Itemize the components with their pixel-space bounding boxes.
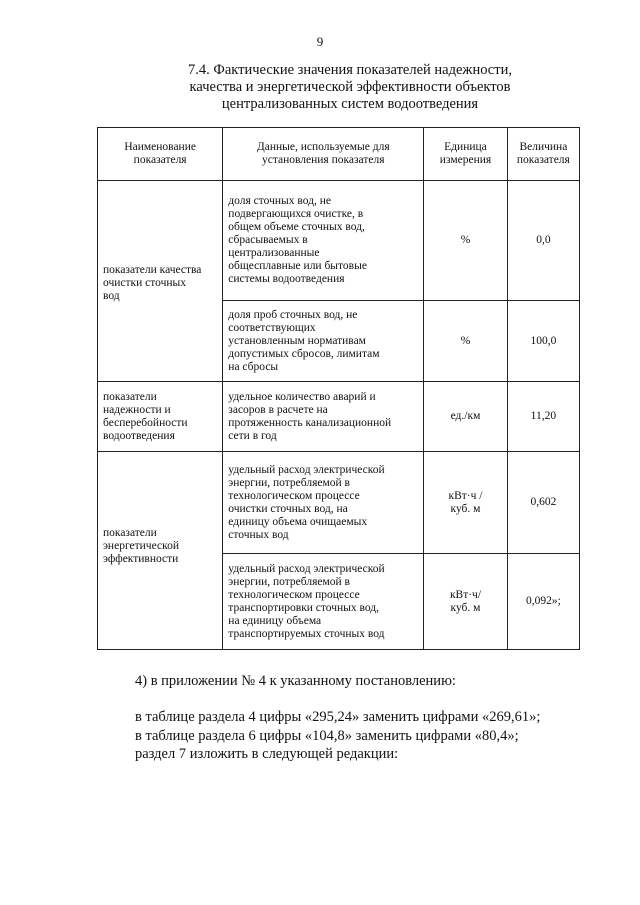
value-cell: 0,602 <box>507 452 579 554</box>
value-cell: 0,0 <box>507 181 579 301</box>
unit-cell: % <box>424 301 508 382</box>
paragraph-line-2: в таблице раздела 6 цифры «104,8» заменить цифрами «80,4»; <box>135 728 519 744</box>
header-value: Величина показателя <box>507 128 579 181</box>
title-line: 7.4. Фактические значения показателей надежности, <box>188 62 512 78</box>
paragraph-item4: 4) в приложении № 4 к указанному постановлению: <box>135 673 456 689</box>
paragraph-line-3: раздел 7 изложить в следующей редакции: <box>135 746 399 762</box>
value-cell: 11,20 <box>507 382 579 452</box>
table-header-row <box>98 128 580 181</box>
table-row <box>98 382 580 452</box>
value-cell: 100,0 <box>507 301 579 382</box>
unit-cell: кВт·ч / куб. м <box>424 452 508 554</box>
paragraph-line-1: в таблице раздела 4 цифры «295,24» заменить цифрами «269,61»; <box>135 709 541 725</box>
page-number: 9 <box>316 34 324 49</box>
header-indicator-name: Наименование показателя <box>98 128 223 181</box>
unit-cell: ед./км <box>424 382 508 452</box>
data-description: удельный расход электрической энергии, потребляемой в технологическом процессе транспортировки сточных вод, на единицу объема транспортируемых сточных вод <box>223 554 424 650</box>
title-line: качества и энергетической эффективности объектов <box>189 79 511 95</box>
unit-cell: кВт·ч/ куб. м <box>424 554 508 650</box>
header-data-used: Данные, используемые для установления показателя <box>223 128 424 181</box>
data-description: доля проб сточных вод, не соответствующих установленным нормативам допустимых сбросов, лимитам на сбросы <box>223 301 424 382</box>
header-unit: Единица измерения <box>424 128 508 181</box>
section-title <box>120 62 580 113</box>
unit-cell: % <box>424 181 508 301</box>
group-label-quality: показатели качества очистки сточных вод <box>98 181 223 382</box>
table-row <box>98 452 580 554</box>
data-description: доля сточных вод, не подвергающихся очистке, в общем объеме сточных вод, сбрасываемых в централизованные общесплавные или бытовые системы водоотведения <box>223 181 424 301</box>
title-line: централизованных систем водоотведения <box>221 96 479 112</box>
table-row <box>98 181 580 301</box>
group-label-energy: показатели энергетической эффективности <box>98 452 223 650</box>
value-cell: 0,092»; <box>507 554 579 650</box>
indicators-table <box>97 127 580 650</box>
data-description: удельный расход электрической энергии, потребляемой в технологическом процессе очистки сточных вод, на единицу объема очищаемых сточных вод <box>223 452 424 554</box>
data-description: удельное количество аварий и засоров в расчете на протяженность канализационной сети в год <box>223 382 424 452</box>
group-label-reliability: показатели надежности и бесперебойности водоотведения <box>98 382 223 452</box>
